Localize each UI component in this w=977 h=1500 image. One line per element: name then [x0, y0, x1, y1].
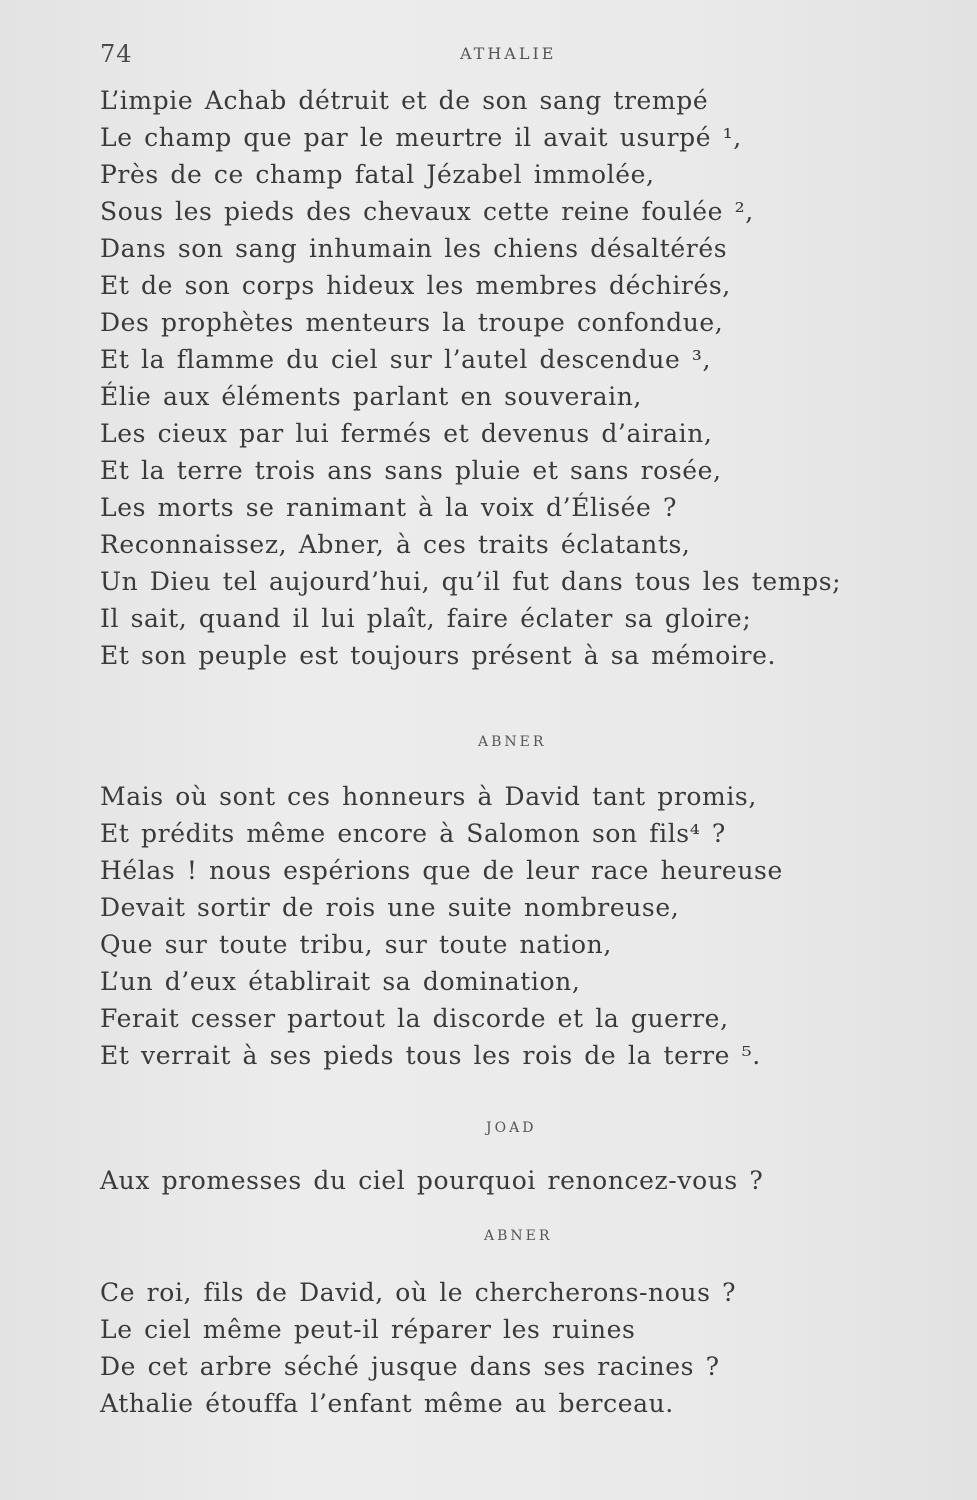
verse-line: Il sait, quand il lui plaît, faire éclater sa gloire;	[100, 604, 752, 633]
verse-line: Que sur toute tribu, sur toute nation,	[100, 930, 612, 959]
verse-line: Près de ce champ fatal Jézabel immolée,	[100, 160, 655, 189]
running-title: ATHALIE	[460, 44, 557, 63]
verse-line: Aux promesses du ciel pourquoi renoncez-vous ?	[100, 1166, 764, 1195]
verse-line: Élie aux éléments parlant en souverain,	[100, 382, 642, 411]
verse-line: Les morts se ranimant à la voix d’Élisée ?	[100, 493, 678, 522]
verse-line: Un Dieu tel aujourd’hui, qu’il fut dans tous les temps;	[100, 567, 842, 596]
page-number: 74	[100, 40, 133, 68]
verse-line: Le ciel même peut-il réparer les ruines	[100, 1315, 636, 1344]
verse-line: Et la terre trois ans sans pluie et sans rosée,	[100, 456, 722, 485]
verse-block-joad	[100, 82, 890, 674]
verse-line: Ferait cesser partout la discorde et la guerre,	[100, 1004, 729, 1033]
verse-line: Et la flamme du ciel sur l’autel descendue ³,	[100, 345, 712, 374]
verse-line: Et de son corps hideux les membres déchirés,	[100, 271, 731, 300]
verse-block-abner	[100, 778, 890, 1074]
verse-line: Athalie étouffa l’enfant même au berceau.	[100, 1389, 674, 1418]
verse-line: Et verrait à ses pieds tous les rois de la terre ⁵.	[100, 1041, 761, 1070]
verse-line: De cet arbre séché jusque dans ses racines ?	[100, 1352, 720, 1381]
verse-line: Le champ que par le meurtre il avait usurpé ¹,	[100, 123, 742, 152]
verse-line: L’impie Achab détruit et de son sang trempé	[100, 86, 709, 115]
page-header	[100, 40, 760, 72]
verse-line: L’un d’eux établirait sa domination,	[100, 967, 581, 996]
verse-line: Des prophètes menteurs la troupe confondue,	[100, 308, 724, 337]
verse-line: Reconnaissez, Abner, à ces traits éclatants,	[100, 530, 691, 559]
verse-line: Et son peuple est toujours présent à sa mémoire.	[100, 641, 777, 670]
speaker-name: JOAD	[486, 1120, 537, 1136]
verse-line: Hélas ! nous espérions que de leur race heureuse	[100, 856, 783, 885]
verse-line: Ce roi, fils de David, où le chercherons-nous ?	[100, 1278, 737, 1307]
verse-line: Mais où sont ces honneurs à David tant promis,	[100, 782, 757, 811]
verse-line: Les cieux par lui fermés et devenus d’airain,	[100, 419, 713, 448]
verse-block-abner-2	[100, 1274, 890, 1422]
verse-line: Sous les pieds des chevaux cette reine foulée ²,	[100, 197, 754, 226]
speaker-name: ABNER	[478, 734, 547, 750]
speaker-name: ABNER	[484, 1228, 553, 1244]
verse-line: Dans son sang inhumain les chiens désaltérés	[100, 234, 728, 263]
verse-line: Devait sortir de rois une suite nombreuse,	[100, 893, 680, 922]
verse-block-joad-2	[100, 1162, 890, 1199]
verse-line: Et prédits même encore à Salomon son fils⁴ ?	[100, 819, 726, 848]
